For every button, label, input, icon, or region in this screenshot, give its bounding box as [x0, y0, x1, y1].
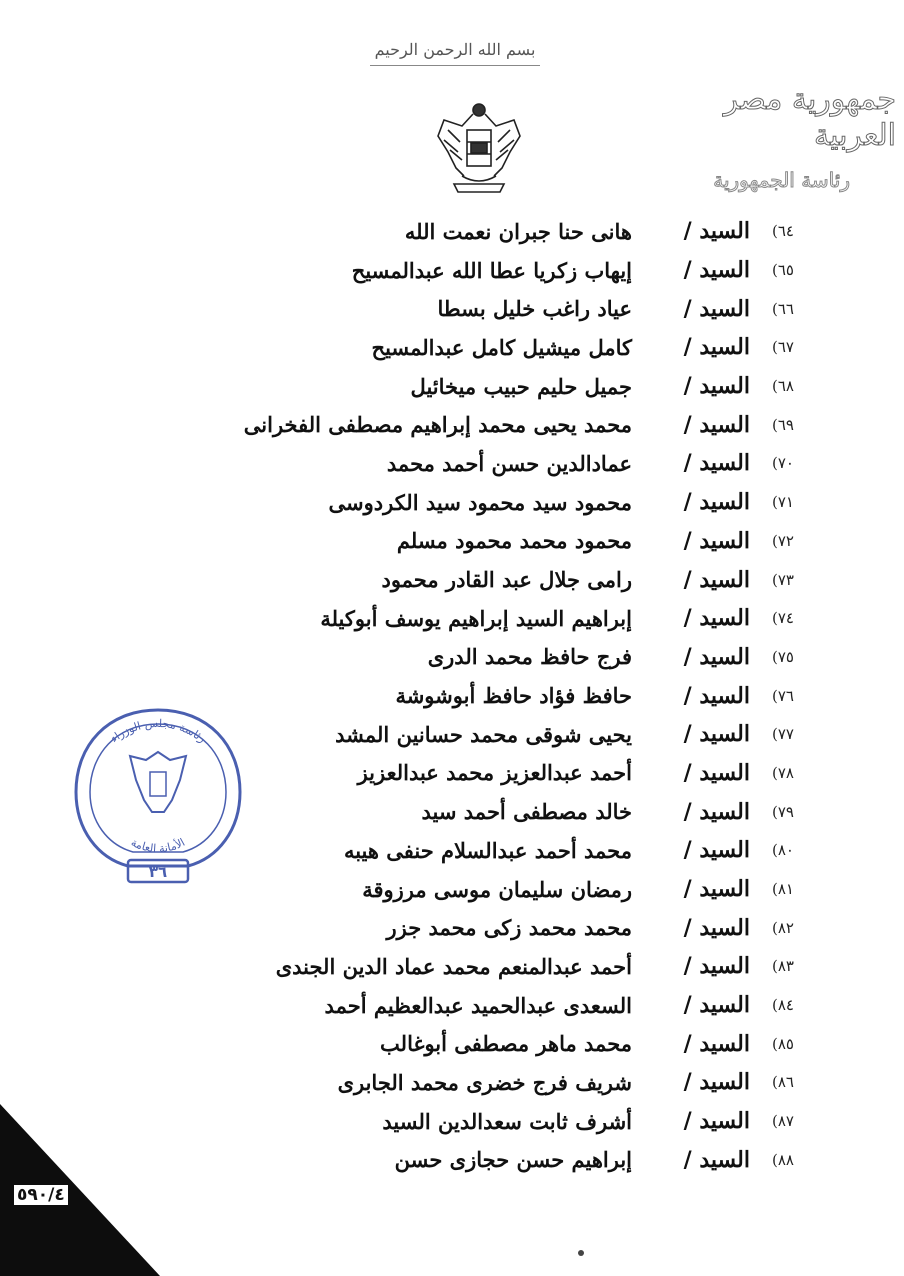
list-item [134, 522, 794, 561]
entry-number: ٦٨) [772, 377, 794, 396]
entry-number: ٧٢) [772, 531, 794, 550]
entry-title: السيد / [683, 914, 750, 941]
eagle-emblem-icon [434, 96, 524, 200]
entry-name: إبراهيم السيد إبراهيم يوسف أبوكيلة [320, 605, 632, 631]
entry-title: السيد / [683, 643, 750, 670]
entry-title: السيد / [683, 992, 750, 1019]
entry-name: محمد أحمد عبدالسلام حنفى هيبه [343, 837, 632, 863]
entry-name: إبراهيم حسن حجازى حسن [394, 1147, 632, 1173]
entry-title: السيد / [683, 489, 750, 516]
entry-title: السيد / [683, 721, 750, 748]
entry-number: ٦٤) [772, 222, 794, 241]
entry-title: السيد / [683, 876, 750, 903]
country-name: جمهورية مصر العربية [723, 82, 896, 153]
entry-name: حافظ فؤاد حافظ أبوشوشة [395, 683, 632, 709]
list-item [134, 212, 794, 251]
entry-title: السيد / [683, 682, 750, 709]
entry-number: ٧٦) [772, 686, 794, 705]
entry-name: السعدى عبدالحميد عبدالعظيم أحمد [324, 992, 632, 1018]
list-item [134, 328, 794, 367]
entry-name: محمود محمد محمود مسلم [396, 528, 632, 554]
entry-number: ٧٥) [772, 647, 794, 666]
list-item [134, 908, 794, 947]
entry-name: رامى جلال عبد القادر محمود [381, 567, 632, 593]
list-item [134, 405, 794, 444]
entry-title: السيد / [683, 334, 750, 361]
entry-number: ٨٢) [772, 918, 794, 937]
entry-number: ٦٧) [772, 338, 794, 357]
stamp-number: ٣٦ [148, 863, 168, 881]
list-item [134, 1102, 794, 1141]
list-item [134, 251, 794, 290]
list-item [134, 1024, 794, 1063]
list-item [134, 947, 794, 986]
list-item [134, 986, 794, 1025]
entry-number: ٨٧) [772, 1112, 794, 1131]
list-item [134, 289, 794, 328]
entry-name: هانى حنا جبران نعمت الله [404, 218, 632, 244]
entry-title: السيد / [683, 218, 750, 245]
document-number: ٥٩٠/٤ [14, 1185, 68, 1205]
entry-number: ٦٥) [772, 261, 794, 280]
entry-number: ٧٠) [772, 454, 794, 473]
entry-name: خالد مصطفى أحمد سيد [421, 799, 632, 825]
entry-number: ٧٧) [772, 725, 794, 744]
entry-title: السيد / [683, 257, 750, 284]
list-item [134, 1141, 794, 1180]
entry-title: السيد / [683, 295, 750, 322]
list-item [134, 638, 794, 677]
entry-title: السيد / [683, 450, 750, 477]
entry-name: شريف فرج خضرى محمد الجابرى [337, 1069, 632, 1095]
list-item [134, 1063, 794, 1102]
entry-number: ٨٠) [772, 841, 794, 860]
ink-dot [578, 1250, 584, 1256]
entry-name: فرج حافظ محمد الدرى [427, 644, 632, 670]
entry-number: ٧١) [772, 493, 794, 512]
entry-number: ٨٦) [772, 1073, 794, 1092]
entry-number: ٨٨) [772, 1150, 794, 1169]
entry-name: محمد محمد زكى محمد جزر [386, 915, 632, 941]
entry-title: السيد / [683, 837, 750, 864]
entry-title: السيد / [683, 527, 750, 554]
entry-title: السيد / [683, 759, 750, 786]
basmala-underline [370, 65, 540, 66]
list-item [134, 367, 794, 406]
entry-title: السيد / [683, 1108, 750, 1135]
entry-number: ٨٤) [772, 996, 794, 1015]
stamp-text: رئاسة مجلس الوزراء [107, 716, 209, 746]
entry-number: ٧٤) [772, 609, 794, 628]
entry-name: أشرف ثابت سعدالدين السيد [382, 1108, 632, 1134]
entry-name: أحمد عبدالمنعم محمد عماد الدين الجندى [275, 953, 632, 979]
list-item [134, 483, 794, 522]
entry-title: السيد / [683, 953, 750, 980]
entry-title: السيد / [683, 605, 750, 632]
entry-name: أحمد عبدالعزيز محمد عبدالعزيز [357, 760, 632, 786]
entry-number: ٧٩) [772, 802, 794, 821]
entry-title: السيد / [683, 411, 750, 438]
entry-title: السيد / [683, 373, 750, 400]
entry-name: يحيى شوقى محمد حسانين المشد [335, 721, 632, 747]
entry-name: محمد ماهر مصطفى أبوغالب [380, 1031, 632, 1057]
stamp-bottom-text: الأمانة العامة [128, 835, 188, 856]
names-list [134, 212, 794, 1179]
entry-name: عياد راغب خليل بسطا [437, 296, 632, 322]
entry-number: ٨١) [772, 880, 794, 899]
entry-name: إيهاب زكريا عطا الله عبدالمسيح [351, 257, 632, 283]
list-item [134, 599, 794, 638]
entry-title: السيد / [683, 1069, 750, 1096]
basmala-text: بسم الله الرحمن الرحيم [374, 40, 536, 59]
entry-name: محمد يحيى محمد إبراهيم مصطفى الفخرانى [243, 412, 632, 438]
list-item [134, 560, 794, 599]
entry-number: ٨٥) [772, 1034, 794, 1053]
basmala-header [330, 40, 580, 68]
entry-name: عمادالدين حسن أحمد محمد [386, 450, 632, 476]
letterhead [650, 82, 900, 202]
entry-number: ٦٩) [772, 415, 794, 434]
entry-title: السيد / [683, 798, 750, 825]
office-name: رئاسة الجمهورية [713, 168, 850, 192]
entry-title: السيد / [683, 566, 750, 593]
entry-name: رمضان سليمان موسى مرزوقة [362, 876, 632, 902]
entry-number: ٦٦) [772, 299, 794, 318]
entry-title: السيد / [683, 1030, 750, 1057]
list-item [134, 444, 794, 483]
entry-name: جميل حليم حبيب ميخائيل [410, 373, 632, 399]
official-stamp-icon [68, 700, 248, 890]
entry-number: ٧٨) [772, 763, 794, 782]
entry-title: السيد / [683, 1146, 750, 1173]
entry-name: محمود سيد محمود سيد الكردوسى [328, 489, 632, 515]
entry-number: ٧٣) [772, 570, 794, 589]
entry-name: كامل ميشيل كامل عبدالمسيح [371, 334, 632, 360]
entry-number: ٨٣) [772, 957, 794, 976]
